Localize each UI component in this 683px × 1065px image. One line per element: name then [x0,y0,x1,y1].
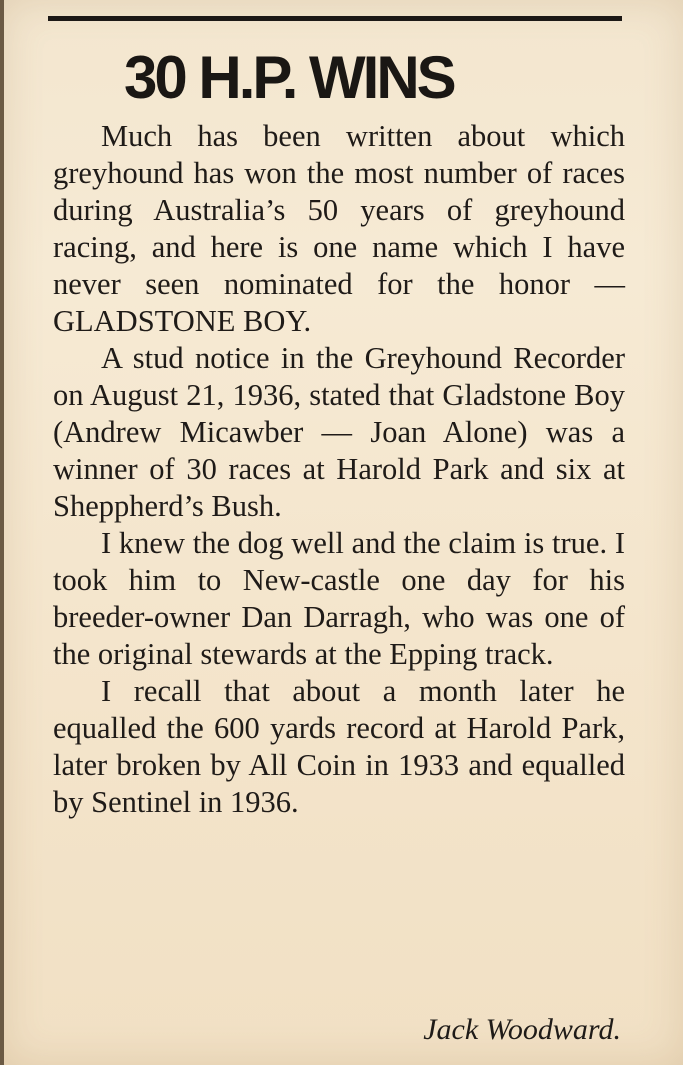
headline: 30 H.P. WINS [124,44,454,111]
byline: Jack Woodward. [423,1013,621,1046]
article-body [53,118,625,821]
newspaper-clipping [4,0,683,1065]
paragraph-3: I knew the dog well and the claim is true. I took him to New-castle one day for his breeder-owner Dan Darragh, who was one of the original stewards at the Epping track. [53,526,625,671]
paragraph-4: I recall that about a month later he equalled the 600 yards record at Harold Park, later broken by All Coin in 1933 and equalled by Sentinel in 1936. [53,674,625,819]
paragraph-2: A stud notice in the Greyhound Recorder on August 21, 1936, stated that Gladstone Boy (Andrew Micawber — Joan Alone) was a winner of 30 races at Harold Park and six at Sheppherd’s Bush. [53,341,625,523]
top-rule [48,16,622,21]
paragraph-1: Much has been written about which greyhound has won the most number of races during Australia’s 50 years of greyhound racing, and here is one name which I have never seen nominated for the honor — GLADSTONE BOY. [53,119,625,338]
